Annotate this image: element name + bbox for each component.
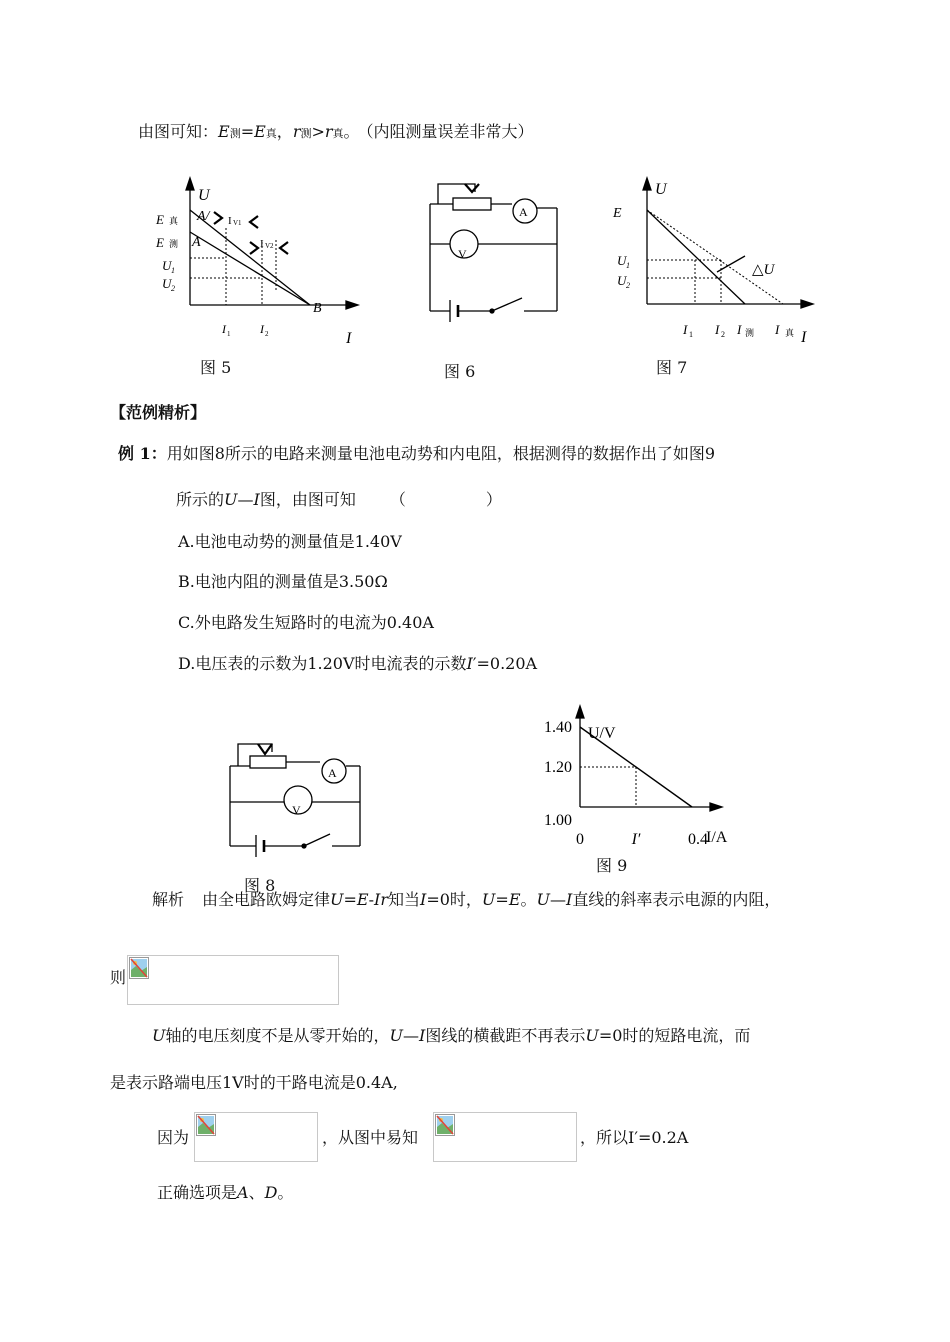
example-line2-i: I [253,490,260,509]
fig7-u2-label: U [617,273,627,288]
fig5-emeas-sub: 测 [169,239,179,249]
analysis-l3-u2: U [389,1026,403,1045]
fig6-ammeter-label: A [519,205,528,219]
fig9-x-tick-label: 0 [576,831,584,848]
example-line2-pre: 所示的 [176,490,225,509]
example-colon: ： [150,444,167,463]
example-text-1: 用如图8所示的电路来测量电池电动势和内电阻，根据测得的数据作出了如图9 [166,444,716,463]
fig9-x-arrow [710,803,722,811]
fig7-u1-sub: 1 [626,261,630,270]
conclusion-prefix: 由图可知： [138,122,219,141]
analysis-line-4: 是表示路端电压1V时的干路电流是0.4A, [110,1073,398,1092]
fig9-y-tick-label: 1.20 [544,759,572,776]
analysis-l1-c: =0时， [426,890,482,909]
analysis-l3-dash: — [402,1026,419,1045]
broken-image-icon [435,1114,455,1136]
fig6-caption: 图 6 [444,362,476,381]
analysis-l1-u: U [330,890,344,909]
example-line-1 [118,444,715,464]
figure-6 [420,178,570,338]
section-title: 【范例精析】 [110,403,207,422]
analysis-line-2-label: 则 [110,968,127,987]
broken-image-icon [196,1114,216,1136]
analysis-line-3 [152,1026,750,1046]
fig7-itrue-label: I [775,322,780,337]
fig7-u-label: U [655,181,667,198]
option-a: A.电池电动势的测量值是1.40V [178,532,402,551]
e-meas-sub: 测 [229,127,241,140]
analysis-l6-opt-a: A [237,1183,249,1202]
fig9-y-axis-label: U/V [588,725,616,742]
fig8-voltmeter-label: V [292,803,301,817]
fig7-itrue-sub: 真 [785,328,795,338]
fig5-emeas-label: E [156,235,164,250]
analysis-l1-i: I [420,890,427,909]
option-d-i: I [466,654,473,673]
analysis-l1-e2: E [508,890,521,909]
fig7-i1-label: I [683,322,688,337]
fig9-y-tick-label: 1.00 [544,812,572,829]
analysis-l6-a: 正确选项是 [157,1183,238,1202]
analysis-line-6 [157,1183,293,1203]
analysis-l6-sep: 、 [248,1183,265,1202]
analysis-l1-a: 由全电路欧姆定律 [202,890,331,909]
e-true: E [254,122,266,141]
fig5-aprime-label: A/ [197,209,210,224]
fig5-u-label: U [198,187,210,204]
analysis-l1-ir: Ir [374,890,388,909]
analysis-line-5-b: ，从图中易知 [322,1128,419,1147]
fig6-voltmeter-label: V [458,247,467,261]
fig9-x-tick-label: 0.4 [688,831,708,848]
fig5-caption: 图 5 [200,358,232,377]
example-line-2 [176,490,502,510]
fig7-imeas-sub: 测 [745,328,755,338]
r-true: r [324,122,333,141]
fig5-u1-label: U [162,258,172,273]
fig5-i2-sub: 2 [265,330,269,338]
fig9-y-tick-label: 1.40 [544,719,572,736]
analysis-l3-u3: U [585,1026,599,1045]
fig9-x-tick-label: I′ [631,831,641,848]
r-true-sub: 真 [332,127,344,140]
fig5-i2-label: I [260,322,264,336]
fig5-i1-label: I [222,322,226,336]
formula-image-1 [127,955,339,1005]
analysis-l1-minus: - [368,890,375,909]
analysis-l3-c: =0时的短路电流，而 [598,1026,751,1045]
fig5-i-label: I [346,330,352,347]
fig7-i-label: I [801,329,807,346]
option-c: C.外电路发生短路时的电流为0.40A [178,613,434,632]
answer-bracket: （ ） [389,490,502,509]
r-meas-sub: 测 [300,127,312,140]
analysis-label: 解析 [152,890,185,909]
fig5-b-label: B [313,301,322,316]
fig5-iv2-label: I [260,238,264,250]
analysis-l1-d: = [495,890,509,909]
fig5-etrue-sub: 真 [169,216,179,226]
example-label: 例 1 [118,444,151,463]
fig5-etrue-label: E [156,212,164,227]
fig7-caption: 图 7 [656,358,688,377]
analysis-l6-end: 。 [277,1183,294,1202]
analysis-l1-e: E [356,890,369,909]
period: 。 [343,122,360,141]
option-b: B.电池内阻的测量值是3.50Ω [178,572,388,591]
fig7-i2-label: I [715,322,720,337]
analysis-l1-u2: U [481,890,496,909]
option-d [178,654,537,674]
fig7-i2-sub: 2 [721,330,725,339]
fig8-caption: 图 8 [244,876,276,895]
broken-image-icon [129,957,149,979]
fig7-u2-sub: 2 [626,281,630,290]
fig7-e-label: E [613,206,622,221]
fig7-imeas-label: I [737,322,742,337]
comma: ， [276,122,293,141]
analysis-l6-opt-d: D [264,1183,278,1202]
analysis-l1-e-end: 。 [520,890,537,909]
fig9-caption: 图 9 [596,856,628,875]
conclusion-line [138,122,534,144]
option-d-post: ′=0.20A [472,654,538,673]
option-d-pre: D.电压表的示数为1.20V时电流表的示数 [178,654,467,673]
analysis-line-5-c: ，所以I′=0.2A [580,1128,689,1147]
eq-sign: = [240,122,255,141]
fig5-a-label: A [192,235,201,250]
analysis-l3-a: 轴的电压刻度不是从零开始的， [165,1026,390,1045]
conclusion-note: （内阻测量误差非常大） [365,122,534,141]
analysis-line-5-a: 因为 [157,1128,190,1147]
analysis-l1-u3: U [536,890,550,909]
fig5-iv1-sub: V1 [233,219,242,227]
formula-image-3 [433,1112,577,1162]
example-line2-dash: — [237,490,254,509]
figure-8 [222,736,372,866]
analysis-l3-i: I [418,1026,426,1045]
figure-7 [605,172,825,352]
fig5-iv1-label: I [228,215,232,227]
analysis-l1-i3: I [566,890,573,909]
e-meas: E [218,122,230,141]
figure-9-chart [530,700,740,860]
fig5-u2-label: U [162,276,172,291]
fig7-u1-label: U [617,253,627,268]
example-line2-post: 图，由图可知 [259,490,356,509]
fig5-u2-sub: 2 [171,284,175,293]
analysis-l1-eq: = [343,890,357,909]
fig7-du-label: △U [752,262,775,278]
fig9-y-arrow [576,706,584,718]
fig8-ammeter-label: A [328,766,337,780]
fig5-u1-sub: 1 [171,266,175,275]
analysis-line-1 [152,890,780,910]
r-meas: r [292,122,301,141]
analysis-l3-u: U [152,1026,166,1045]
fig5-iv2-sub: V2 [265,242,274,250]
analysis-l1-dash: — [550,890,566,909]
fig7-i1-sub: 1 [689,330,693,339]
analysis-l1-b: 知当 [387,890,420,909]
e-true-sub: 真 [265,127,277,140]
fig9-x-axis-label: I/A [706,829,728,846]
analysis-l3-b: 图线的横截距不再表示 [425,1026,586,1045]
gt-sign: > [311,122,325,141]
example-line2-u: U [224,490,238,509]
formula-image-2 [194,1112,318,1162]
figure-5 [140,170,380,350]
analysis-l1-f: 直线的斜率表示电源的内阻， [572,890,781,909]
fig5-i1-sub: 1 [227,330,231,338]
